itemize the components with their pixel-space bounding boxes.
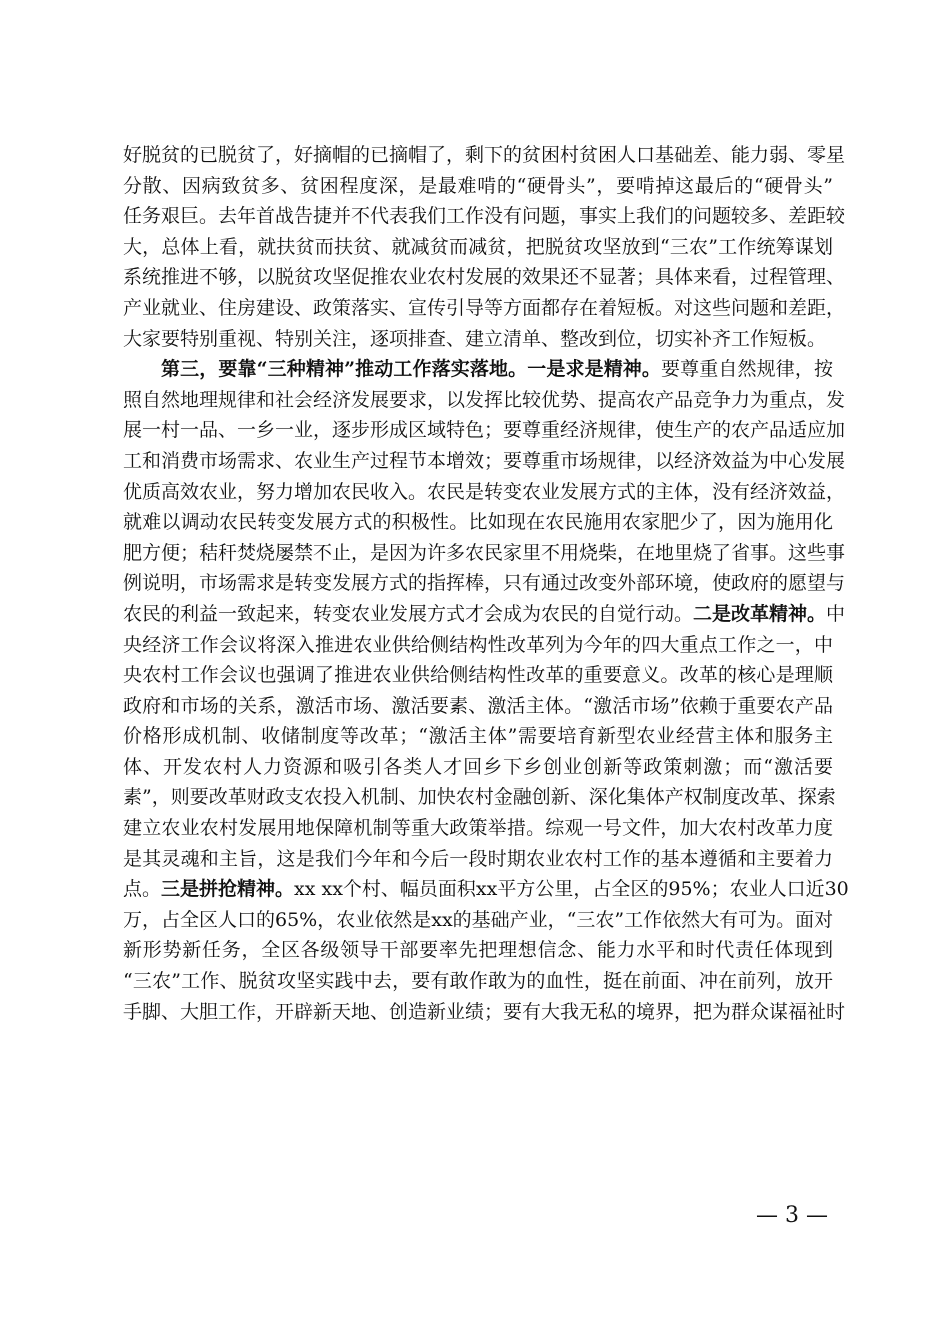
text-line: 就难以调动农民转变发展方式的积极性。比如现在农民施用农家肥少了，因为施用化 [123,511,833,534]
text-line: 央经济工作会议将深入推进农业供给侧结构性改革列为今年的四大重点工作之一，中 [123,633,833,656]
sub-heading: 一是求是精神。 [527,358,662,381]
text-line: 万，占全区人口的65%，农业依然是xx的基础产业，“三农”工作依然大有可为。面对 [123,908,834,931]
text-span: 农民的利益一致起来，转变农业发展方式才会成为农民的自觉行动。 [123,602,694,625]
text-line: 手脚、大胆工作，开辟新天地、创造新业绩；要有大我无私的境界，把为群众谋福祉时 [123,1000,846,1023]
text-line: 产业就业、住房建设、政策落实、宣传引导等方面都存在着短板。对这些问题和差距， [123,296,846,319]
text-line: 照自然地理规律和社会经济发展要求，以发挥比较优势、提高农产品竞争力为重点，发 [123,388,846,411]
text-span: 点。 [123,878,162,901]
text-span: xx xx个村、幅员面积xx平方公里，占全区的95%；农业人口近30 [294,878,849,901]
text-span: 中 [826,602,846,625]
text-line: 新形势新任务，全区各级领导干部要率先把理想信念、能力水平和时代责任体现到 [123,939,833,962]
text-line: 例说明，市场需求是转变发展方式的指挥棒，只有通过改变外部环境，使政府的愿望与 [123,572,846,595]
text-span: 要尊重自然规律，按 [661,358,833,381]
text-line: 大，总体上看，就扶贫而扶贫、就减贫而减贫，把脱贫攻坚放到“三农”工作统筹谋划 [123,235,833,258]
text-line: 系统推进不够，以脱贫攻坚促推农业农村发展的效果还不显著；具体来看，过程管理、 [123,266,846,289]
document-body [123,140,849,1027]
text-line: 任务艰巨。去年首战告捷并不代表我们工作没有问题，事实上我们的问题较多、差距较 [123,205,846,228]
text-line: 优质高效农业，努力增加农民收入。农民是转变农业发展方式的主体，没有经济效益， [123,480,846,503]
text-line: 是其灵魂和主旨，这是我们今年和今后一段时期农业农村工作的基本遵循和主要着力 [123,847,833,870]
text-line: 素”，则要改革财政支农投入机制、加快农村金融创新、深化集体产权制度改革、探索 [123,786,836,809]
text-line [123,874,849,905]
text-line: 建立农业农村发展用地保障机制等重大政策举措。综观一号文件，加大农村改革力度 [123,817,833,840]
text-line: 央农村工作会议也强调了推进农业供给侧结构性改革的重要意义。改革的核心是理顺 [123,664,833,687]
text-line: 分散、因病致贫多、贫困程度深，是最难啃的“硬骨头”，要啃掉这最后的“硬骨头” [123,174,833,197]
sub-heading: 二是改革精神。 [693,602,827,625]
sub-heading: 三是拼抢精神。 [161,878,295,901]
text-line: 好脱贫的已脱贫了，好摘帽的已摘帽了，剩下的贫困村贫困人口基础差、能力弱、零星 [123,144,846,166]
text-line: 政府和市场的关系，激活市场、激活要素、激活主体。“激活市场”依赖于重要农产品 [123,694,833,717]
text-line: “三农”工作、脱贫攻坚实践中去，要有敢作敢为的血性，挺在前面、冲在前列，放开 [123,970,833,993]
paragraph-first-line [123,354,833,385]
text-line: 体、开发农村人力资源和吸引各类人才回乡下乡创业创新等政策刺激；而“激活要 [123,755,833,778]
page-number: — 3 — [756,1203,828,1228]
text-line: 展一村一品、一乡一业，逐步形成区域特色；要尊重经济规律，使生产的农产品适应加 [123,419,846,442]
text-line: 大家要特别重视、特别关注，逐项排查、建立清单、整改到位，切实补齐工作短板。 [123,327,827,350]
text-line: 工和消费市场需求、农业生产过程节本增效；要尊重市场规律，以经济效益为中心发展 [123,449,846,472]
text-line: 肥方便；秸秆焚烧屡禁不止，是因为许多农民家里不用烧柴，在地里烧了省事。这些事 [123,541,846,564]
section-heading: 第三，要靠“三种精神”推动工作落实落地。 [161,358,528,381]
text-line [123,599,846,630]
text-line: 价格形成机制、收储制度等改革；“激活主体”需要培育新型农业经营主体和服务主 [123,725,833,748]
